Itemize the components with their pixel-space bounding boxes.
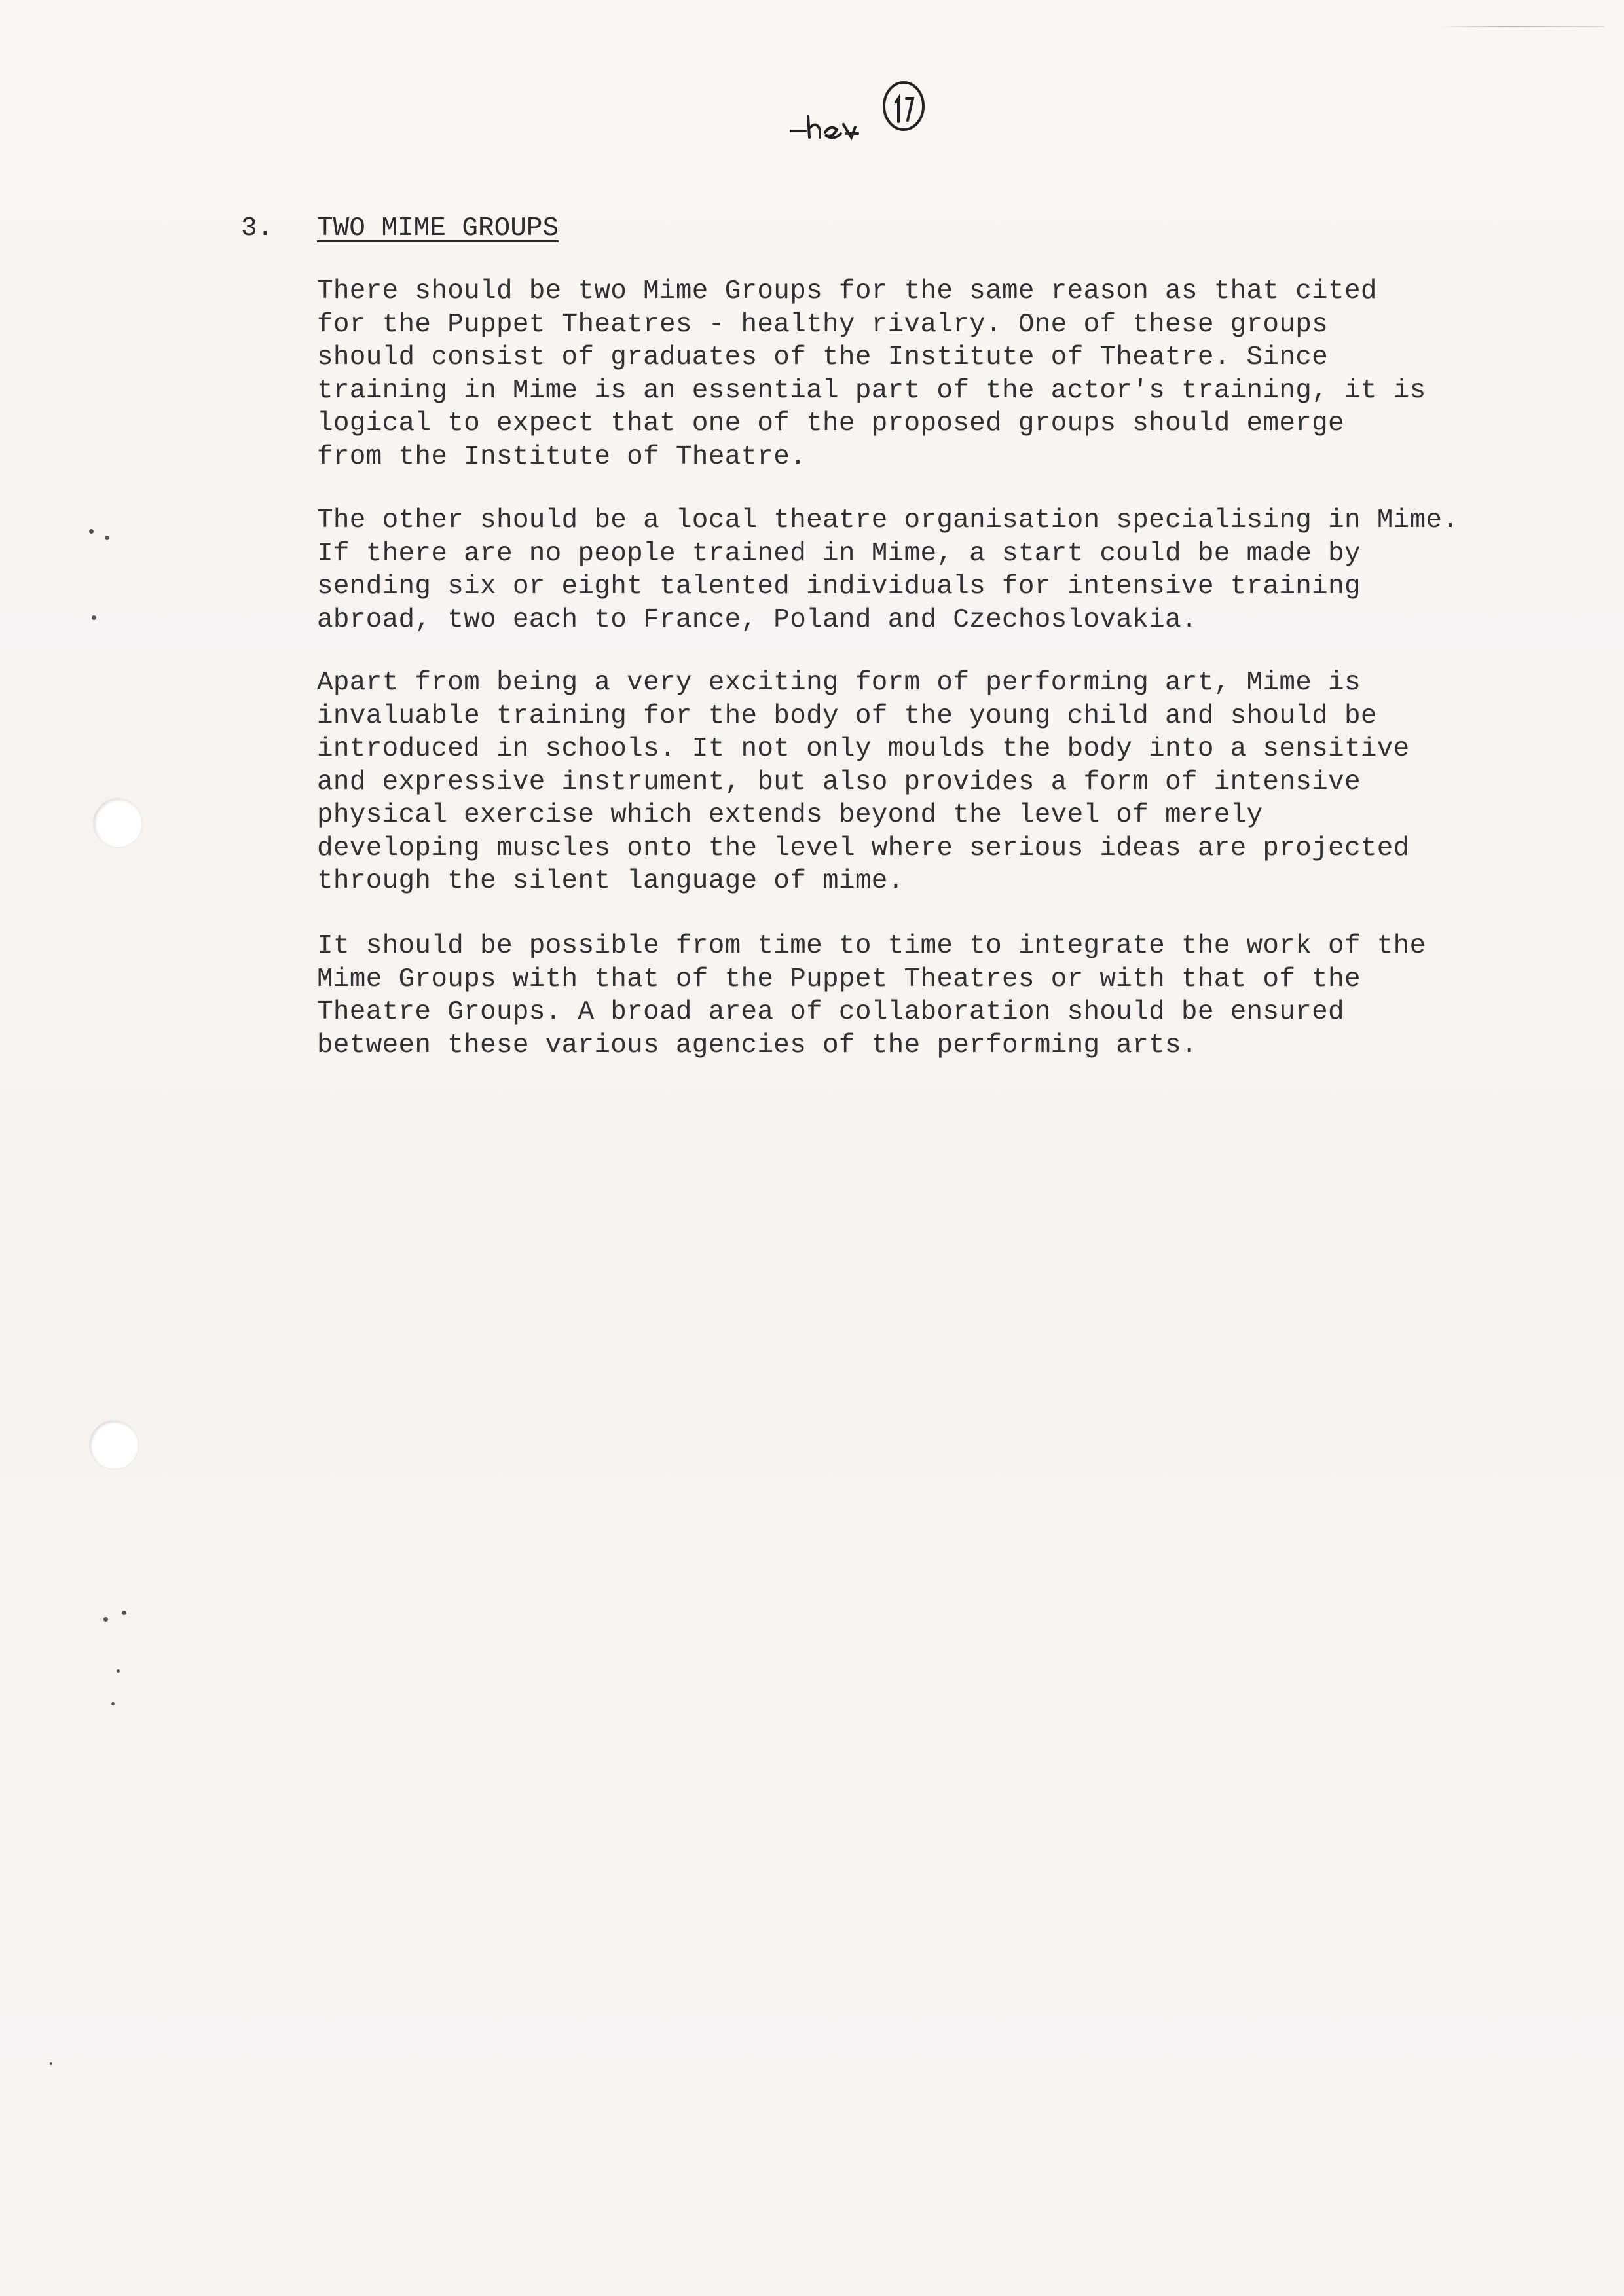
punch-hole-top: [94, 799, 142, 847]
scan-speck: [122, 1611, 126, 1615]
scan-speck: [111, 1702, 115, 1705]
scan-speck: [117, 1669, 120, 1673]
scan-speck: [50, 2062, 52, 2065]
handwritten-page-number: [779, 79, 950, 151]
paragraph-1: There should be two Mime Groups for the same reason as that cited for the Puppet Theatres - healthy rivalry. One of these groups should consist of graduates of the Institute of Theatre. Since training in Mime is an essential part of the actor's training, it is logical to expect that one of the proposed groups should emerge from the Institute of Theatre.: [317, 276, 1426, 472]
scan-edge-mark: [1441, 26, 1604, 27]
paragraph-2: The other should be a local theatre organisation specialising in Mime. If there are no people trained in Mime, a start could be made by sending six or eight talented individuals for intensive training abroad, two each to France, Poland and Czechoslovakia.: [317, 505, 1459, 635]
section-title: TWO MIME GROUPS: [317, 213, 559, 244]
scan-speck: [105, 536, 109, 540]
paragraph-3: Apart from being a very exciting form of performing art, Mime is invaluable training for the body of the young child and should be introduced in schools. It not only moulds the body into a sensitive and expressive instrument, but also provides a form of intensive physical exercise which extends beyond the level of merely developing muscles onto the level where serious ideas are projected through the silent language of mime.: [317, 668, 1410, 896]
section-number: 3.: [241, 213, 274, 244]
punch-hole-bottom: [90, 1421, 138, 1469]
paragraph-4: It should be possible from time to time to integrate the work of the Mime Groups with that of the Puppet Theatres or with that of the Theatre Groups. A broad area of collaboration should be ensured between these various agencies of the performing arts.: [317, 931, 1426, 1061]
scan-speck: [92, 615, 96, 620]
scan-speck: [103, 1617, 108, 1622]
scan-speck: [89, 529, 94, 534]
